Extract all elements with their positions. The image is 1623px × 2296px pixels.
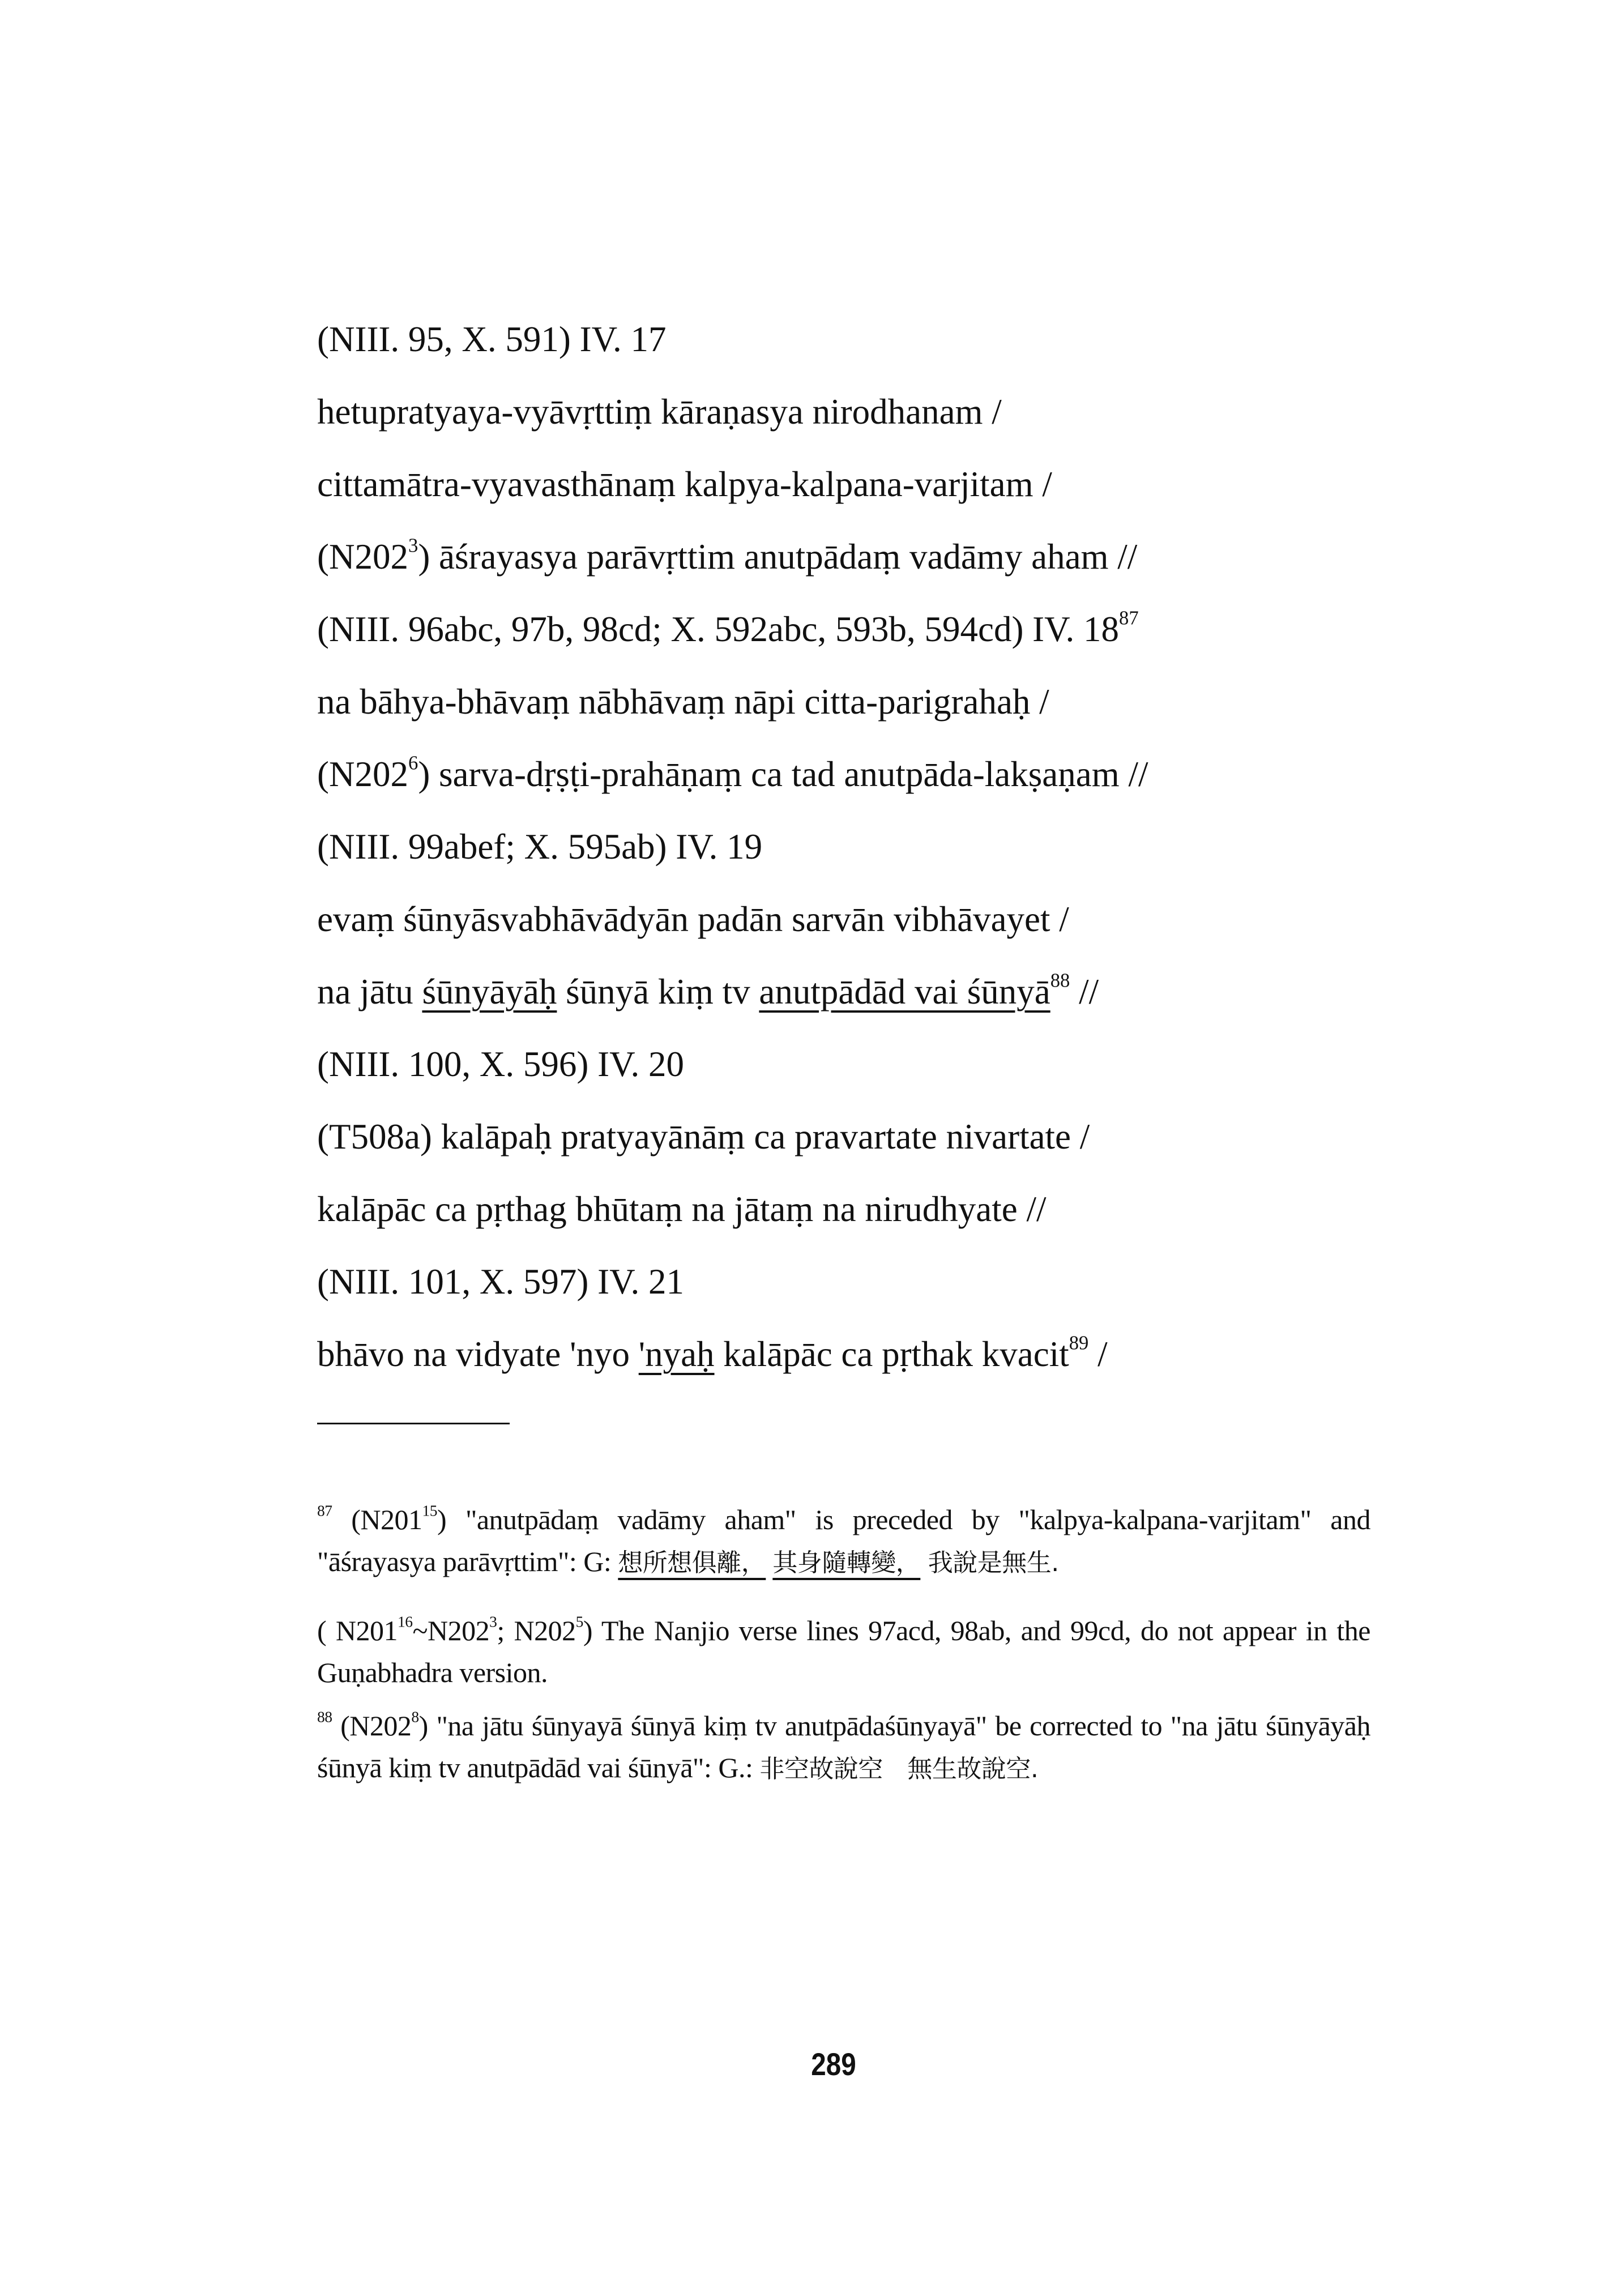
text-segment: kalāpāc ca pṛthag bhūtaṃ na jātaṃ na nirudhyate // bbox=[317, 1189, 1047, 1229]
text-segment: na bāhya-bhāvaṃ nābhāvaṃ nāpi citta-parigrahaḥ / bbox=[317, 682, 1049, 722]
text-segment: (NIII. 99abef; X. 595ab) IV. 19 bbox=[317, 827, 763, 867]
text-segment: 非空故說空 無生故說空. bbox=[759, 1755, 1039, 1783]
verse-text bbox=[317, 303, 1450, 1390]
verse-line bbox=[317, 520, 1450, 593]
verse-line bbox=[317, 375, 1450, 448]
text-segment: (N202 bbox=[332, 1710, 412, 1742]
underlined-text: śūnyāyāḥ bbox=[422, 972, 557, 1012]
text-segment: (NIII. 95, X. 591) IV. 17 bbox=[317, 319, 667, 359]
underlined-text: 其身隨轉變， bbox=[772, 1548, 921, 1577]
text-segment: hetupratyaya-vyāvṛttiṃ kāraṇasya nirodhanam / bbox=[317, 392, 1002, 432]
verse-line bbox=[317, 1028, 1450, 1100]
text-segment: (N202 bbox=[317, 754, 408, 794]
text-segment: ( N201 bbox=[317, 1615, 398, 1646]
text-segment: // bbox=[1070, 972, 1099, 1012]
verse-line bbox=[317, 448, 1450, 520]
superscript-reference: 16 bbox=[398, 1612, 413, 1631]
superscript-reference: 15 bbox=[422, 1501, 438, 1520]
verse-line bbox=[317, 738, 1450, 810]
underlined-text: 'nyaḥ bbox=[638, 1334, 715, 1374]
text-segment: (T508a) kalāpaḥ pratyayānāṃ ca pravartate nivartate / bbox=[317, 1117, 1090, 1156]
verse-line bbox=[317, 810, 1450, 883]
text-segment: (NIII. 96abc, 97b, 98cd; X. 592abc, 593b, 594cd) IV. 18 bbox=[317, 609, 1120, 649]
footnote-87-continued bbox=[317, 1610, 1370, 1693]
superscript-reference: 89 bbox=[1069, 1332, 1089, 1354]
text-segment: kalāpāc ca pṛthak kvacit bbox=[714, 1334, 1069, 1374]
verse-line bbox=[317, 1318, 1450, 1390]
superscript-reference: 87 bbox=[317, 1501, 332, 1520]
text-segment: bhāvo na vidyate 'nyo bbox=[317, 1334, 639, 1374]
verse-line bbox=[317, 303, 1450, 375]
verse-line bbox=[317, 1173, 1450, 1245]
superscript-reference: 8 bbox=[411, 1708, 419, 1726]
text-segment: / bbox=[1088, 1334, 1108, 1374]
text-segment bbox=[766, 1546, 772, 1577]
text-segment: ) sarva-dṛṣṭi-prahāṇaṃ ca tad anutpāda-lakṣaṇam // bbox=[418, 754, 1148, 794]
text-segment: ) "anutpādaṃ vadāmy aham" is preceded by "kalpya-kalpana-varjitam" and "āśrayasya parāvṛttim": G: bbox=[317, 1504, 1370, 1577]
text-segment: śūnyā kiṃ tv bbox=[557, 972, 759, 1012]
verse-line bbox=[317, 955, 1450, 1028]
text-segment: evaṃ śūnyāsvabhāvādyān padān sarvān vibhāvayet / bbox=[317, 899, 1069, 939]
verse-line bbox=[317, 1245, 1450, 1318]
superscript-reference: 3 bbox=[489, 1612, 497, 1631]
text-segment: na jātu bbox=[317, 972, 422, 1012]
text-segment: cittamātra-vyavasthānaṃ kalpya-kalpana-varjitam / bbox=[317, 464, 1052, 504]
superscript-reference: 6 bbox=[408, 752, 418, 774]
text-segment: (N201 bbox=[332, 1504, 422, 1535]
verse-line bbox=[317, 593, 1450, 665]
text-segment: ) āśrayasya parāvṛttim anutpādaṃ vadāmy aham // bbox=[418, 537, 1138, 577]
text-segment: ~N202 bbox=[412, 1615, 490, 1646]
footnote-88 bbox=[317, 1705, 1370, 1790]
superscript-reference: 87 bbox=[1119, 607, 1139, 629]
superscript-reference: 88 bbox=[317, 1708, 332, 1726]
text-segment: (NIII. 100, X. 596) IV. 20 bbox=[317, 1044, 684, 1084]
verse-line bbox=[317, 665, 1450, 738]
text-segment: ; N202 bbox=[497, 1615, 576, 1646]
superscript-reference: 5 bbox=[575, 1612, 583, 1631]
text-segment: ) The Nanjio verse lines 97acd, 98ab, and 99cd, do not appear in the Guṇabhadra version. bbox=[317, 1615, 1370, 1688]
text-segment: (NIII. 101, X. 597) IV. 21 bbox=[317, 1262, 684, 1301]
underlined-text: anutpādād vai śūnyā bbox=[759, 972, 1050, 1012]
text-segment: ) "na jātu śūnyayā śūnyā kiṃ tv anutpādaśūnyayā" be corrected to "na jātu śūnyāyāḥ śūnyā kiṃ tv anutpādād vai śūnyā": G.: bbox=[317, 1710, 1370, 1783]
superscript-reference: 88 bbox=[1050, 970, 1070, 992]
footnote-separator bbox=[317, 1423, 510, 1424]
text-segment: 我說是無生. bbox=[920, 1548, 1059, 1577]
verse-line bbox=[317, 1100, 1450, 1173]
superscript-reference: 3 bbox=[408, 535, 418, 557]
underlined-text: 想所想俱離， bbox=[618, 1548, 766, 1577]
page-number: 289 bbox=[811, 2046, 856, 2082]
footnote-87 bbox=[317, 1499, 1370, 1584]
verse-line bbox=[317, 883, 1450, 955]
text-segment: (N202 bbox=[317, 537, 408, 577]
